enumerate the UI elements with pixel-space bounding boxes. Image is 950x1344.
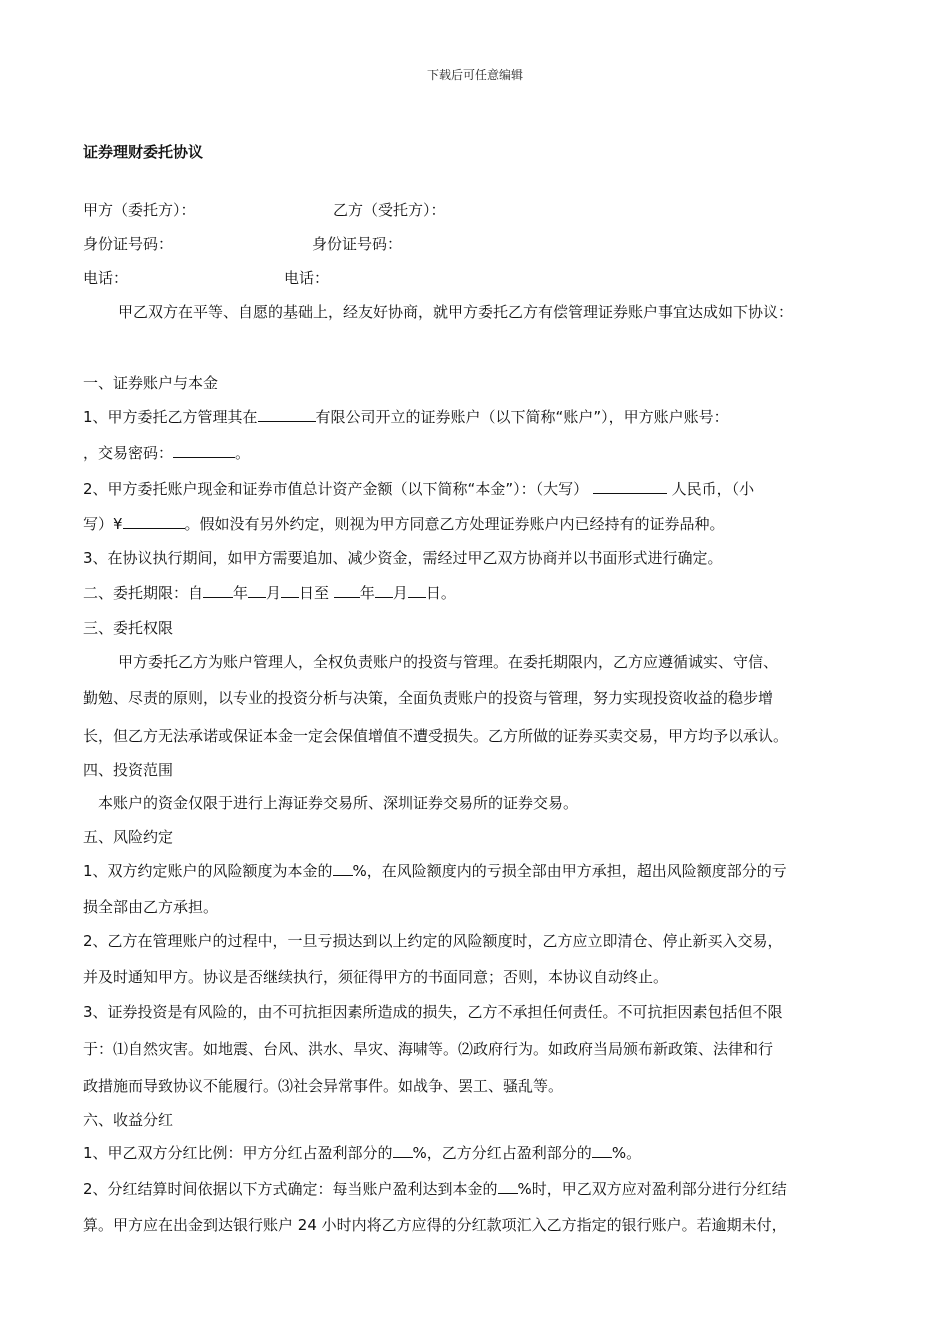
amount-words-blank — [593, 479, 667, 494]
clause-text: 人民币，（小 — [671, 480, 755, 498]
year-label: 年 — [359, 584, 375, 602]
term-prefix: 二、委托期限：自 — [83, 584, 204, 602]
clause-text: %。 — [611, 1144, 642, 1162]
day-label: 日。 — [425, 584, 456, 602]
clause-text: 1、双方约定账户的风险额度为本金的 — [83, 862, 333, 880]
profit-threshold-blank — [498, 1179, 518, 1194]
month-label: 月 — [266, 584, 282, 602]
year-label: 年 — [233, 584, 249, 602]
document-title: 证券理财委托协议 — [83, 143, 204, 161]
section5-clause3-cont1: 于：⑴自然灾害。如地震、台风、洪水、旱灾、海啸等。⑵政府行为。如政府当局颁布新政策、法律和行 — [83, 1040, 774, 1058]
section1-clause2-cont — [83, 514, 725, 534]
section3-para-line1: 甲方委托乙方为账户管理人，全权负责账户的投资与管理。在委托期限内，乙方应遵循诚实、守信、 — [118, 653, 779, 671]
end-day-blank — [408, 583, 426, 598]
preamble: 甲乙双方在平等、自愿的基础上，经友好协商，就甲方委托乙方有偿管理证券账户事宜达成如下协议： — [118, 303, 794, 321]
start-year-blank — [203, 583, 233, 598]
section1-clause1 — [83, 407, 729, 427]
start-day-blank — [281, 583, 299, 598]
end-year-blank — [334, 583, 360, 598]
clause-text: 。假如没有另外约定，则视为甲方同意乙方处理证券账户内已经持有的证券品种。 — [184, 515, 725, 533]
clause-text: ，交易密码： — [83, 444, 174, 462]
start-month-blank — [248, 583, 266, 598]
section5-clause1 — [83, 861, 787, 881]
section5-clause3-cont2: 政措施而导致协议不能履行。⑶社会异常事件。如战争、罢工、骚乱等。 — [83, 1077, 564, 1095]
section1-heading: 一、证券账户与本金 — [83, 374, 219, 392]
section5-clause3: 3、证券投资是有风险的，由不可抗拒因素所造成的损失，乙方不承担任何责任。不可抗拒因素包括但不限 — [83, 1003, 783, 1021]
clause-text: 2、分红结算时间依据以下方式确定：每当账户盈利达到本金的 — [83, 1180, 498, 1198]
section1-clause2 — [83, 479, 754, 499]
section6-clause1 — [83, 1143, 641, 1163]
section3-para-line2: 勤勉、尽责的原则，以专业的投资分析与决策，全面负责账户的投资与管理，努力实现投资收益的稳步增 — [83, 689, 774, 707]
party-a-share-blank — [393, 1143, 413, 1158]
section5-clause1-cont: 损全部由乙方承担。 — [83, 898, 219, 916]
section6-clause2-cont: 算。甲方应在出金到达银行账户 24 小时内将乙方应得的分红款项汇入乙方指定的银行账户。若逾期未付， — [83, 1216, 787, 1234]
day-label: 日至 — [299, 584, 330, 602]
section1-clause1-cont — [83, 443, 250, 463]
clause-text: %，乙方分红占盈利部分的 — [412, 1144, 592, 1162]
clause-text: 1、甲乙双方分红比例：甲方分红占盈利部分的 — [83, 1144, 393, 1162]
clause-text: %，在风险额度内的亏损全部由甲方承担，超出风险额度部分的亏 — [352, 862, 787, 880]
section4-para: 本账户的资金仅限于进行上海证券交易所、深圳证券交易所的证券交易。 — [98, 794, 579, 812]
section5-clause2-cont: 并及时通知甲方。协议是否继续执行，须征得甲方的书面同意；否则，本协议自动终止。 — [83, 968, 669, 986]
end-month-blank — [375, 583, 393, 598]
clause-text: 2、甲方委托账户现金和证券市值总计资产金额（以下简称“本金”）：（大写） — [83, 480, 589, 498]
clause-text: 1、甲方委托乙方管理其在 — [83, 408, 258, 426]
section6-heading: 六、收益分红 — [83, 1111, 174, 1129]
page-header-note: 下载后可任意编辑 — [426, 68, 523, 82]
password-blank — [173, 443, 235, 458]
section1-clause3: 3、在协议执行期间，如甲方需要追加、减少资金，需经过甲乙双方协商并以书面形式进行确定。 — [83, 549, 723, 567]
phone-a-label: 电话： — [83, 269, 129, 287]
company-blank — [258, 407, 316, 422]
section5-clause2: 2、乙方在管理账户的过程中，一旦亏损达到以上约定的风险额度时，乙方应立即清仓、停止新买入交易， — [83, 932, 783, 950]
section6-clause2 — [83, 1179, 787, 1199]
id-a-label: 身份证号码： — [83, 235, 174, 253]
phone-b-label: 电话： — [284, 269, 330, 287]
section5-heading: 五、风险约定 — [83, 828, 174, 846]
section4-heading: 四、投资范围 — [83, 761, 174, 779]
section3-para-line3: 长，但乙方无法承诺或保证本金一定会保值增值不遭受损失。乙方所做的证券买卖交易，甲方均予以承认。 — [83, 727, 789, 745]
clause-text: 写）¥ — [83, 515, 123, 533]
party-a-label: 甲方（委托方）： — [83, 201, 196, 219]
risk-percent-blank — [333, 861, 353, 876]
clause-text: %时，甲乙双方应对盈利部分进行分红结 — [517, 1180, 787, 1198]
party-b-label: 乙方（受托方）： — [333, 201, 446, 219]
clause-text: 。 — [235, 444, 251, 462]
id-b-label: 身份证号码： — [312, 235, 403, 253]
party-b-share-blank — [592, 1143, 612, 1158]
amount-figures-blank — [123, 514, 185, 529]
section3-heading: 三、委托权限 — [83, 619, 174, 637]
section2-term — [83, 583, 456, 603]
month-label: 月 — [392, 584, 408, 602]
clause-text: 有限公司开立的证券账户（以下简称“账户”），甲方账户账号： — [315, 408, 729, 426]
